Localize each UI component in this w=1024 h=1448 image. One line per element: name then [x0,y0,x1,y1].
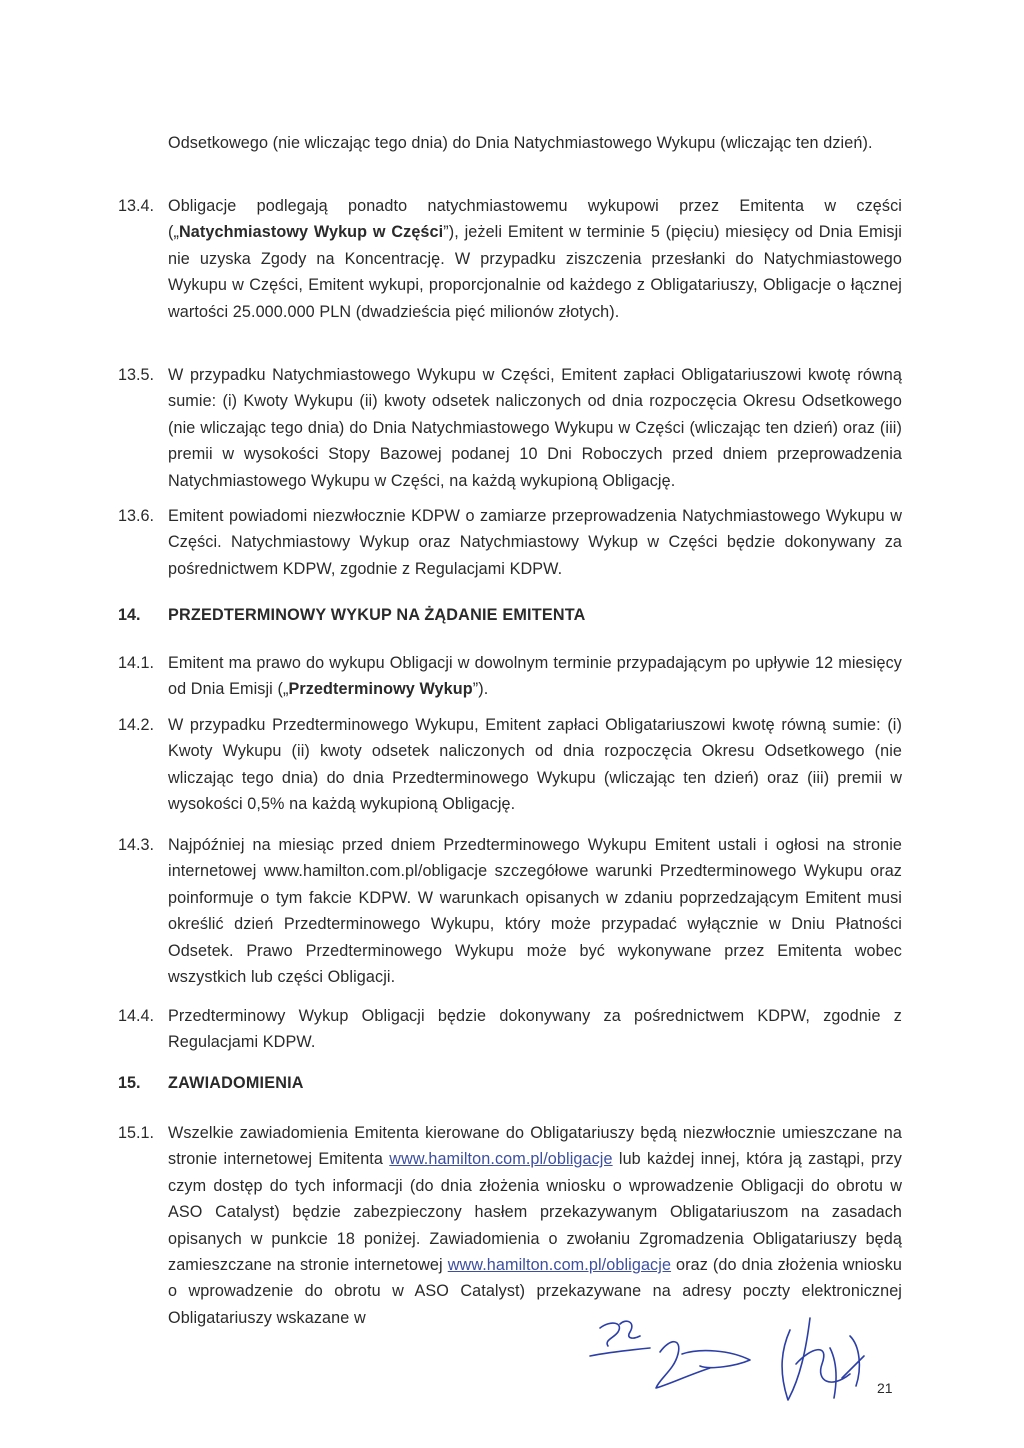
section-13-6-paragraph [168,503,902,582]
section-15-1-paragraph [168,1120,902,1331]
hamilton-obligacje-link-2[interactable]: www.hamilton.com.pl/obligacje [447,1256,672,1275]
intro-text: Odsetkowego (nie wliczając tego dnia) do Dnia Natychmiastowego Wykupu (wliczając ten dzień). [168,134,873,152]
section-13-6-text: Emitent powiadomi niezwłocznie KDPW o zamiarze przeprowadzenia Natychmiastowego Wykupu w Części. Natychmiastowy Wykup oraz Natychmiastowy Wykup w Części będzie dokonywany za pośrednictwem KDPW, zgodnie z Regulacjami KDPW. [168,507,902,578]
section-14-1-defined-term: Przedterminowy Wykup [288,680,473,699]
section-15-1-text-part3: oraz (do dnia złożenia wniosku o wprowadzenie do obrotu w ASO Catalyst) przekazywane na adresy poczty elektronicznej Obligatariuszy wskazane w [168,1256,902,1327]
section-14-3-text: Najpóźniej na miesiąc przed dniem Przedterminowego Wykupu Emitent ustali i ogłosi na stronie internetowej www.hamilton.com.pl/obligacje szczegółowe warunki Przedterminowego Wykupu oraz poinformuje o tym fakcie KDPW. W warunkach opisanych w zdaniu poprzedzającym Emitent musi określić dzień Przedterminowego Wykupu, który może przypadać wyłącznie w Dniu Płatności Odsetek. Prawo Przedterminowego Wykupu może być wykonywane przez Emitenta wobec wszystkich lub części Obligacji. [168,836,902,987]
section-14-2-paragraph [168,712,902,818]
hamilton-obligacje-link[interactable]: www.hamilton.com.pl/obligacje [389,1150,613,1169]
section-15-1-text-part2: lub każdej innej, która ją zastąpi, przy czym dostęp do tych informacji (do dnia złożenia wniosku o wprowadzenie Obligacji do obrotu w ASO Catalyst) będzie zabezpieczony hasłem przekazywanym Obligatariuszom na zasadach opisanych w punkcie 18 poniżej. Zawiadomienia o zwołaniu Zgromadzenia Obligatariuszy będą zamieszczane na stronie internetowej [168,1150,902,1275]
section-13-4-text-post: ”), jeżeli Emitent w terminie 5 (pięciu) miesięcy od Dnia Emisji nie uzyska Zgody na Koncentrację. W przypadku ziszczenia przesłanki do Natychmiastowego Wykupu w Części, Emitent wykupi, proporcjonalnie od każdego z Obligatariuszy, Obligacje o łącznej wartości 25.000.000 PLN (dwadzieścia pięć milionów złotych). [168,223,902,321]
section-14-1-text-pre: Emitent ma prawo do wykupu Obligacji w dowolnym terminie przypadającym po upływie 12 miesięcy od Dnia Emisji („ [168,654,902,699]
intro-paragraph [168,130,902,156]
section-14-heading: PRZEDTERMINOWY WYKUP NA ŻĄDANIE EMITENTA [168,606,586,624]
section-13-4-text-pre: Obligacje podlegają ponadto natychmiastowemu wykupowi przez Emitenta w części („ [168,197,902,242]
section-number-15: 15. [118,1074,141,1092]
section-number-14-1: 14.1. [118,654,155,672]
section-15-heading: ZAWIADOMIENIA [168,1074,304,1092]
handwritten-signatures [560,1308,910,1418]
section-14-1-paragraph [168,650,902,703]
section-number-14-3: 14.3. [118,836,155,854]
section-13-4-defined-term: Natychmiastowy Wykup w Części [178,223,444,242]
section-14-2-text: W przypadku Przedterminowego Wykupu, Emitent zapłaci Obligatariuszowi kwotę równą sumie: (i) Kwoty Wykupu (ii) kwoty odsetek naliczonych od dnia rozpoczęcia Okresu Odsetkowego (nie wliczając tego dnia) do dnia Przedterminowego Wykupu (wliczając ten dzień) oraz (iii) premii w wysokości 0,5% na każdą wykupioną Obligację. [168,716,902,814]
section-15-1-text-part1: Wszelkie zawiadomienia Emitenta kierowane do Obligatariuszy będą niezwłocznie umieszczane na stronie internetowej Emitenta [168,1124,902,1169]
page-number: 21 [877,1380,893,1396]
section-number-15-1: 15.1. [118,1124,155,1142]
section-number-13-6: 13.6. [118,507,155,525]
section-14-1-text-post: ”). [472,680,489,699]
section-number-13-5: 13.5. [118,366,155,384]
section-number-14-4: 14.4. [118,1007,155,1025]
section-number-14-2: 14.2. [118,716,155,734]
section-13-4-paragraph [168,193,902,325]
section-14-4-text: Przedterminowy Wykup Obligacji będzie dokonywany za pośrednictwem KDPW, zgodnie z Regulacjami KDPW. [168,1007,902,1052]
section-13-5-paragraph [168,362,902,494]
section-14-3-paragraph [168,832,902,990]
section-number-13-4: 13.4. [118,197,155,215]
section-14-4-paragraph [168,1003,902,1056]
section-13-5-text: W przypadku Natychmiastowego Wykupu w Części, Emitent zapłaci Obligatariuszowi kwotę równą sumie: (i) Kwoty Wykupu (ii) kwoty odsetek naliczonych od dnia rozpoczęcia Okresu Odsetkowego (nie wliczając tego dnia) do Dnia Natychmiastowego Wykupu w Części (wliczając ten dzień) oraz (iii) premii w wysokości Stopy Bazowej podanej 10 Dni Roboczych przed dniem przeprowadzenia Natychmiastowego Wykupu w Części, na każdą wykupioną Obligację. [168,366,902,490]
section-number-14: 14. [118,606,141,624]
